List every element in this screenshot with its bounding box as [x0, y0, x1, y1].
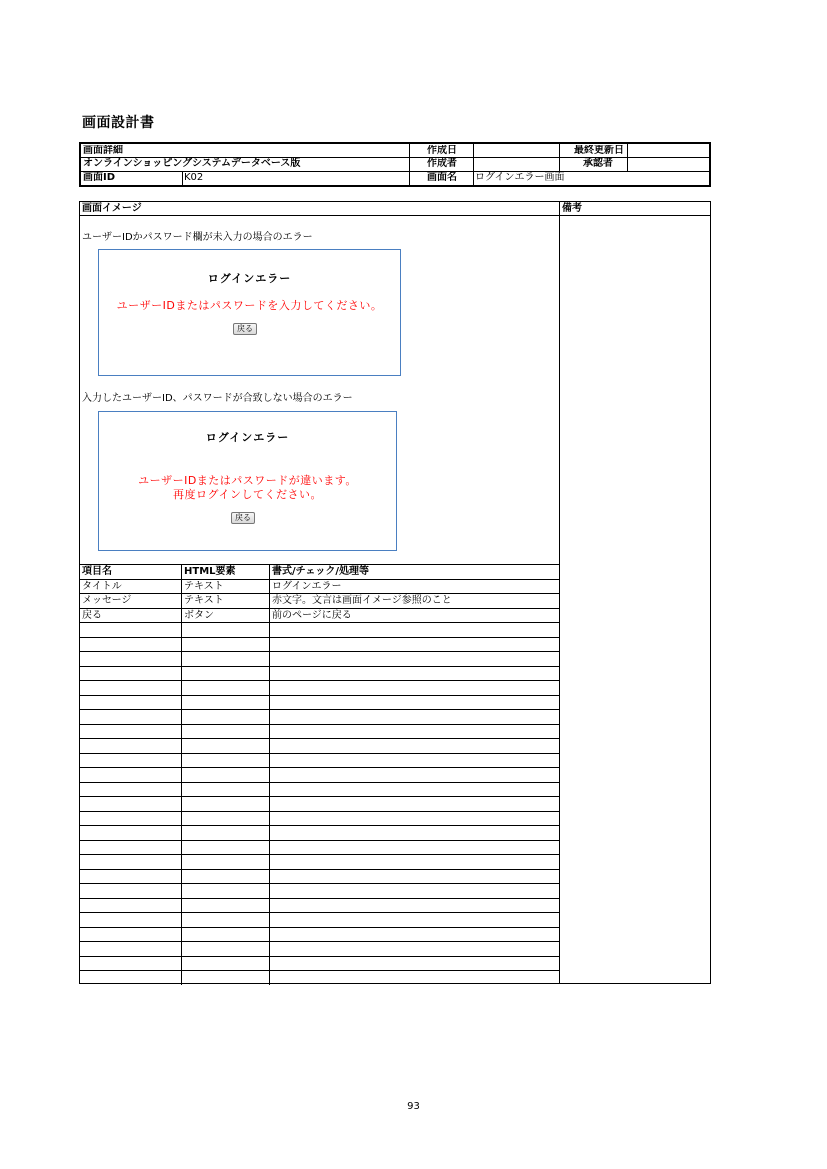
header-html-element: HTML要素: [184, 566, 236, 577]
table-row: [80, 666, 559, 681]
table-row: [80, 898, 559, 913]
table-row: [80, 956, 559, 971]
case2-mock-message-line1: ユーザーIDまたはパスワードが違います。: [138, 474, 357, 487]
items-table-header-row: [80, 564, 559, 579]
case1-mock-title: ログインエラー: [207, 272, 292, 285]
table-row: [80, 796, 559, 811]
table-row: [80, 738, 559, 753]
table-row: [80, 970, 559, 985]
document-title: 画面設計書: [82, 115, 155, 131]
table-row: [80, 811, 559, 826]
case2-mock-message-line2: 再度ログインしてください。: [173, 488, 322, 501]
header-item-name: 項目名: [82, 566, 112, 577]
notes-label: 備考: [562, 203, 582, 214]
table-row: [80, 637, 559, 652]
table-row: [80, 854, 559, 869]
case2-mockup: [98, 411, 397, 551]
table-row: [80, 782, 559, 797]
screen-name-value: ログインエラー画面: [475, 172, 565, 183]
html-element-cell: ボタン: [184, 609, 214, 621]
table-row: [80, 593, 559, 608]
table-row: [80, 709, 559, 724]
column-divider: [181, 564, 182, 985]
format-processing-cell: ログインエラー: [272, 580, 342, 592]
format-processing-cell: 前のページに戻る: [272, 609, 352, 621]
format-processing-cell: 赤文字。文言は画面イメージ参照のこと: [272, 595, 452, 606]
table-row: [80, 927, 559, 942]
table-row: [80, 825, 559, 840]
case1-back-button[interactable]: 戻る: [233, 323, 257, 335]
table-row: [80, 840, 559, 855]
header-format-processing: 書式/チェック/処理等: [272, 566, 370, 577]
table-row: [80, 608, 559, 623]
system-name: オンラインショッピングシステムデータベース版: [83, 158, 301, 169]
table-row: [80, 579, 559, 594]
table-row: [80, 869, 559, 884]
screen-detail-label: 画面詳細: [83, 145, 123, 156]
item-name-cell: メッセージ: [82, 595, 132, 606]
table-row: [80, 680, 559, 695]
table-row: [80, 695, 559, 710]
approver-label: 承認者: [583, 158, 613, 169]
page-number: 93: [407, 1101, 420, 1112]
screen-id-label: 画面ID: [83, 172, 116, 183]
header-table: [79, 142, 711, 187]
table-row: [80, 622, 559, 637]
case2-back-button[interactable]: 戻る: [231, 512, 255, 524]
case2-caption: 入力したユーザーID、パスワードが合致しない場合のエラー: [82, 393, 353, 404]
table-row: [80, 724, 559, 739]
item-name-cell: タイトル: [82, 580, 122, 592]
screen-name-label: 画面名: [427, 172, 457, 183]
table-row: [80, 941, 559, 956]
screen-image-frame: [79, 201, 711, 984]
table-row: [80, 767, 559, 782]
screen-image-label: 画面イメージ: [82, 203, 142, 214]
table-row: [80, 753, 559, 768]
case1-caption: ユーザーIDかパスワード欄が未入力の場合のエラー: [82, 232, 313, 243]
case2-mock-title: ログインエラー: [205, 431, 290, 444]
last-updated-label: 最終更新日: [574, 145, 624, 156]
column-divider: [269, 564, 270, 985]
table-row: [80, 883, 559, 898]
case1-mockup: [98, 249, 401, 376]
html-element-cell: テキスト: [184, 595, 224, 606]
item-name-cell: 戻る: [82, 609, 102, 621]
table-row: [80, 651, 559, 666]
author-label: 作成者: [427, 158, 457, 169]
created-date-label: 作成日: [427, 145, 457, 156]
table-row: [80, 912, 559, 927]
screen-id-value: K02: [184, 172, 204, 183]
case1-mock-message: ユーザーIDまたはパスワードを入力してください。: [116, 299, 383, 312]
html-element-cell: テキスト: [184, 580, 224, 592]
